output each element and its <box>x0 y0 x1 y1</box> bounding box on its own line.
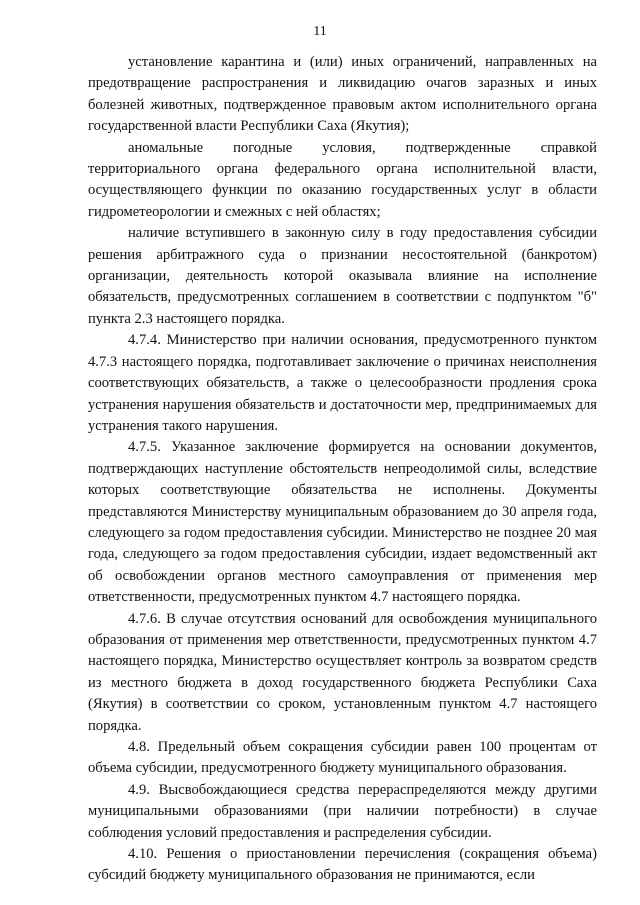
paragraph-weather: аномальные погодные условия, подтвержденные справкой территориального органа федерального органа исполнительной власти, осуществляющего функции по оказанию государственных услуг в области гидрометеорологии и смежных с ней областях; <box>88 139 597 220</box>
paragraph-4-7-4: 4.7.4. Министерство при наличии основания, предусмотренного пунктом 4.7.3 настоящего порядка, подготавливает заключение о причинах неисполнения соответствующих обязательств, а также о целесообразности продления срока устранения нарушения обязательств и достаточности мер, предпринимаемых для устранения такого нарушения. <box>88 332 597 434</box>
document-body <box>88 52 597 887</box>
paragraph-4-7-6: 4.7.6. В случае отсутствия оснований для освобождения муниципального образования от применения мер ответственности, предусмотренных пунктом 4.7 настоящего порядка, Министерство осуществляет контроль за возвратом средств из местного бюджета в доход государственного бюджета Республики Саха (Якутия) в соответствии со сроком, установленным пунктом 4.7 настоящего порядка. <box>88 610 597 734</box>
page-number: 11 <box>313 24 327 39</box>
paragraph-4-9: 4.9. Высвобождающиеся средства перераспределяются между другими муниципальными образованиями (при наличии потребности) в случае соблюдения условий предоставления и распределения субсидии. <box>88 781 597 841</box>
paragraph-quarantine: установление карантина и (или) иных ограничений, направленных на предотвращение распространения и ликвидацию очагов заразных и иных болезней животных, подтвержденное правовым актом исполнительного органа государственной власти Республики Саха (Якутия); <box>88 54 597 135</box>
paragraph-4-10: 4.10. Решения о приостановлении перечисления (сокращения объема) субсидий бюджету муниципального образования не принимаются, если <box>88 846 597 884</box>
paragraph-4-8: 4.8. Предельный объем сокращения субсидии равен 100 процентам от объема субсидии, предусмотренного бюджету муниципального образования. <box>88 739 597 777</box>
paragraph-4-7-5: 4.7.5. Указанное заключение формируется на основании документов, подтверждающих наступление обстоятельств непреодолимой силы, вследствие которых соответствующие обязательства не исполнены. Документы представляются Министерству муниципальным образованием до 30 апреля года, следующего за годом предоставления субсидии. Министерство не позднее 20 мая года, следующего за годом предоставления субсидии, издает ведомственный акт об освобождении органов местного самоуправления от применения мер ответственности, предусмотренных пунктом 4.7 настоящего порядка. <box>88 439 597 606</box>
paragraph-bankruptcy: наличие вступившего в законную силу в году предоставления субсидии решения арбитражного суда о признании несостоятельной (банкротом) организации, деятельность которой оказывала влияние на исполнение обязательств, предусмотренных соглашением в соответствии с подпунктом "б" пункта 2.3 настоящего порядка. <box>88 225 597 327</box>
